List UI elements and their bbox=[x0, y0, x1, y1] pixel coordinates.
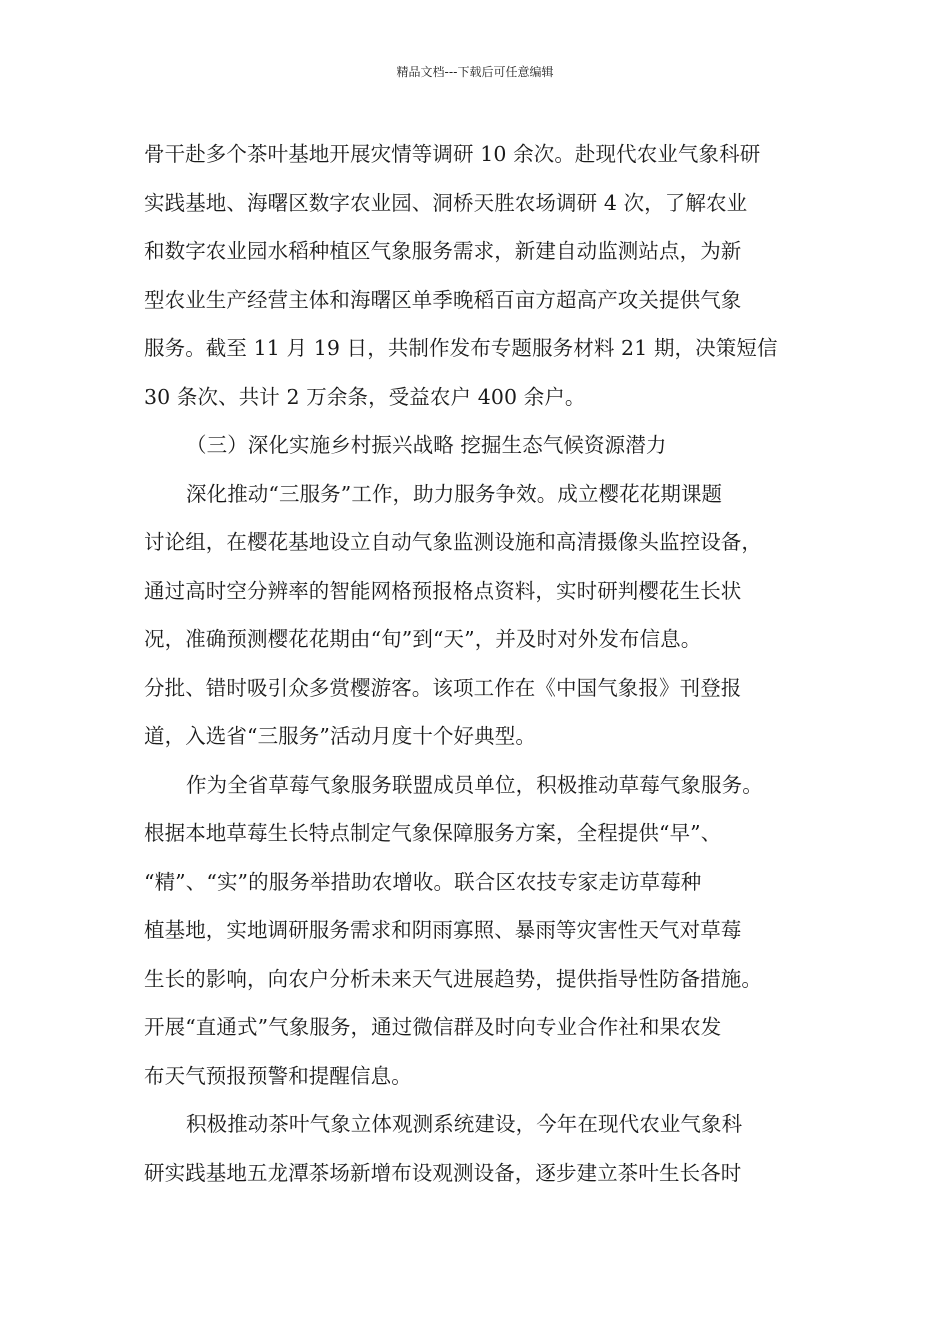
text-line: 服务。截至 11 月 19 日，共制作发布专题服务材料 21 期，决策短信 bbox=[144, 336, 778, 360]
text-line: 植基地，实地调研服务需求和阴雨寡照、暴雨等灾害性天气对草莓 bbox=[144, 918, 742, 942]
text-line: 骨干赴多个茶叶基地开展灾情等调研 10 余次。赴现代农业气象科研 bbox=[144, 142, 761, 166]
text-line: 生长的影响，向农户分析未来天气进展趋势，提供指导性防备措施。 bbox=[144, 966, 762, 991]
text-line: 积极推动茶叶气象立体观测系统建设，今年在现代农业气象科 bbox=[186, 1112, 743, 1136]
text-line: 和数字农业园水稻种植区气象服务需求，新建自动监测站点，为新 bbox=[144, 239, 742, 263]
text-line: 作为全省草莓气象服务联盟成员单位，积极推动草莓气象服务。 bbox=[186, 772, 763, 797]
text-line: 30 条次、共计 2 万余条，受益农户 400 余户。 bbox=[144, 384, 586, 409]
text-line: 分批、错时吸引众多赏樱游客。该项工作在《中国气象报》刊登报 bbox=[144, 675, 742, 700]
text-line: 布天气预报预警和提醒信息。 bbox=[144, 1063, 412, 1088]
text-line: 型农业生产经营主体和海曙区单季晚稻百亩方超高产攻关提供气象 bbox=[144, 287, 742, 312]
text-line: 道，入选省“三服务”活动月度十个好典型。 bbox=[144, 724, 536, 748]
text-line: 根据本地草莓生长特点制定气象保障服务方案，全程提供“早”、 bbox=[144, 821, 722, 845]
page-header: 精品文档---下载后可任意编辑 bbox=[396, 65, 554, 79]
text-line: 通过高时空分辨率的智能网格预报格点资料，实时研判樱花生长状 bbox=[144, 578, 742, 603]
text-line: 研实践基地五龙潭茶场新增布设观测设备，逐步建立茶叶生长各时 bbox=[144, 1160, 742, 1185]
text-line: 深化推动“三服务”工作，助力服务争效。成立樱花花期课题 bbox=[186, 481, 723, 506]
text-line: 开展“直通式”气象服务，通过微信群及时向专业合作社和果农发 bbox=[144, 1015, 722, 1039]
text-line: 讨论组，在樱花基地设立自动气象监测设施和高清摄像头监控设备， bbox=[144, 530, 762, 554]
text-line: “精”、“实”的服务举措助农增收。联合区农技专家走访草莓种 bbox=[144, 869, 702, 894]
text-line: （三）深化实施乡村振兴战略 挖掘生态气候资源潜力 bbox=[186, 433, 667, 457]
text-line: 实践基地、海曙区数字农业园、洞桥天胜农场调研 4 次，了解农业 bbox=[144, 190, 748, 215]
document-body bbox=[144, 130, 810, 1197]
text-line: 况，准确预测樱花花期由“旬”到“天”，并及时对外发布信息。 bbox=[144, 627, 702, 651]
